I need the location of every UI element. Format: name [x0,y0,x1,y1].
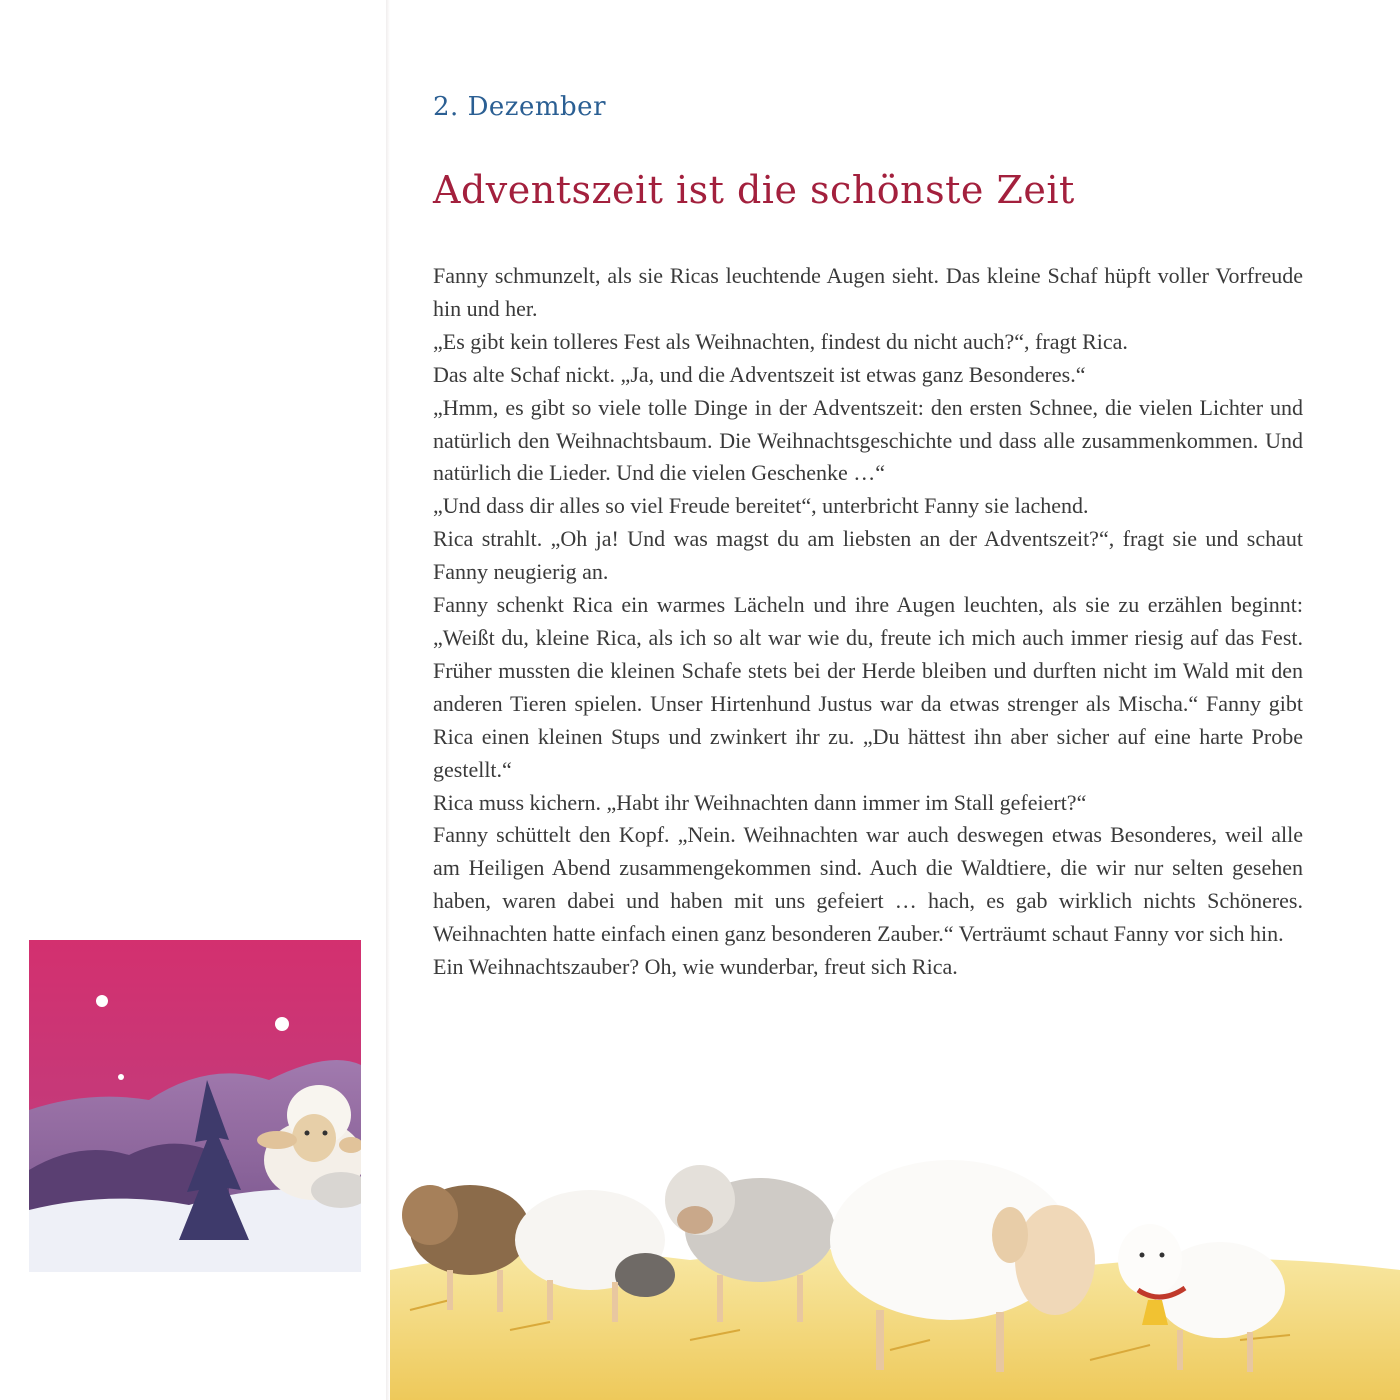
night-sheep-illustration [29,940,361,1272]
star-icon [275,1017,289,1031]
story-paragraph: „Hmm, es gibt so viele tolle Dinge in der Adventszeit: den ersten Schnee, die vielen Lichter und natürlich den Weihnachtsbaum. Die Weihnachtsgeschichte und dass alle zusammenkommen. Und natürlich die Lieder. Und die vielen Geschenke …“ [433,394,1303,486]
story-paragraph: „Es gibt kein tolleres Fest als Weihnachten, findest du nicht auch?“, fragt Rica. [433,328,1128,354]
story-paragraph: Rica strahlt. „Oh ja! Und was magst du am liebsten an der Adventszeit?“, fragt sie und schaut Fanny neugierig an. [433,526,1303,585]
story-paragraph: Fanny schmunzelt, als sie Ricas leuchtende Augen sieht. Das kleine Schaf hüpft voller Vorfreude hin und her. [433,263,1303,321]
story-paragraph: Fanny schenkt Rica ein warmes Lächeln und ihre Augen leuchten, als sie zu erzählen beginnt: „Weißt du, kleine Rica, als ich so alt war wie du, freute ich mich auch immer riesig auf das Fest. Früher mussten die kleinen Schafe stets bei der Herde bleiben und durften nicht im Wald mit den anderen Tieren spielen. Unser Hirtenhund Justus war da etwas strenger als Mischa.“ Fanny gibt Rica einen kleinen Stups und zwinkert ihr zu. „Du hättest ihn aber sicher auf eine harte Probe gestellt.“ [433,592,1303,782]
story-paragraph: Rica muss kichern. „Habt ihr Weihnachten dann immer im Stall gefeiert?“ [433,789,1087,815]
story-text [433,260,1303,984]
date-heading: 2. Dezember [433,92,607,122]
story-paragraph: Ein Weihnachtszauber? Oh, wie wunderbar, freut sich Rica. [433,954,958,980]
star-icon [118,1074,124,1080]
flock-illustration [390,1140,1400,1400]
story-paragraph: Das alte Schaf nickt. „Ja, und die Adventszeit ist etwas ganz Besonderes.“ [433,361,1086,387]
story-paragraph: „Und dass dir alles so viel Freude bereitet“, unterbricht Fanny sie lachend. [433,493,1089,519]
story-paragraph: Fanny schüttelt den Kopf. „Nein. Weihnachten war auch deswegen etwas Besonderes, weil alle am Heiligen Abend zusammengekommen sind. Auch die Waldtiere, die wir nur selten gesehen haben, waren dabei und haben mit uns gefeiert … hach, es gab wirklich nichts Schöneres. Weihnachten hatte einfach einen ganz besonderen Zauber.“ Verträumt schaut Fanny vor sich hin. [433,822,1303,947]
page-title: Adventszeit ist die schönste Zeit [433,168,1075,212]
star-icon [96,995,108,1007]
